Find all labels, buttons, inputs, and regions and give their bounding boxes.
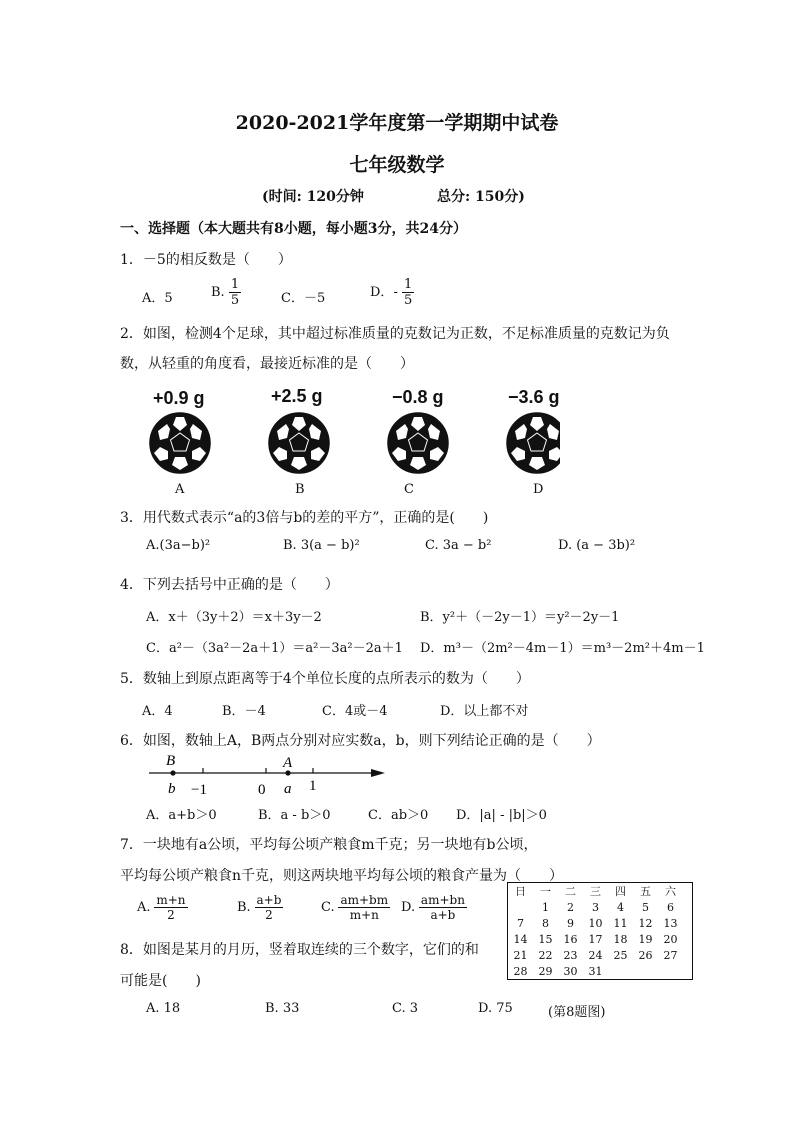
calendar-header-cell: 一 — [540, 885, 551, 898]
calendar-cell: 5 — [642, 900, 649, 914]
calendar-header-cell: 日 — [515, 885, 526, 898]
q5-option-a: A．4 — [142, 704, 173, 719]
calendar-cell: 29 — [538, 964, 553, 978]
ball-a-label: A — [175, 482, 185, 497]
calendar-header-cell: 四 — [615, 885, 626, 898]
page-subtitle: 七年级数学 — [349, 154, 445, 176]
calendar-cell: 15 — [538, 932, 553, 946]
calendar-cell: 30 — [563, 964, 578, 978]
ball-d-label: D — [533, 482, 544, 497]
calendar-cell — [608, 963, 633, 979]
calendar-row — [508, 915, 683, 931]
q6-option-a: A．a+b＞0 — [146, 808, 217, 823]
calendar-cell: 27 — [663, 948, 678, 962]
label-A: A — [283, 755, 293, 771]
q1-option-d: D．- $\frac{1}{5}$ — [370, 277, 413, 308]
q6-option-c: C．ab＞0 — [368, 808, 429, 823]
ball-b-label: B — [295, 482, 305, 497]
exam-time: (时间: 120分钟 — [262, 189, 364, 205]
number-line-figure — [145, 752, 390, 797]
q5-option-c: C．4或－4 — [322, 704, 388, 719]
q3-stem: 3．用代数式表示“a的3倍与b的差的平方”，正确的是( ) — [120, 510, 489, 526]
label-zero: 0 — [258, 782, 266, 797]
calendar-header-row — [508, 883, 683, 899]
q7-option-c: C. $\frac{am+bm}{m+n}$ — [321, 893, 389, 922]
q1-option-b — [211, 278, 241, 307]
q5-option-b: B．－4 — [222, 704, 266, 719]
calendar-cell: 6 — [667, 900, 674, 914]
calendar-header-cell: 二 — [565, 885, 576, 898]
calendar-cell: 22 — [538, 948, 553, 962]
calendar-cell: 24 — [588, 948, 603, 962]
calendar-row — [508, 963, 683, 979]
figure-caption: (第8题图) — [548, 1005, 606, 1020]
calendar-cell: 18 — [613, 932, 628, 946]
ball-c-weight: −0.8 g — [392, 387, 444, 407]
exam-total-score: 总分: 150分) — [437, 189, 525, 205]
calendar-header-cell: 六 — [665, 885, 676, 898]
q4-option-a: A．x＋（3y＋2）＝x＋3y－2 — [146, 610, 322, 625]
calendar-row — [508, 899, 683, 915]
calendar-header-cell: 五 — [640, 885, 651, 898]
q3-option-c: C. 3a − b² — [425, 538, 492, 553]
q7-option-a: A. $\frac{m+n}{2}$ — [137, 893, 186, 922]
soccer-ball-icon — [507, 413, 560, 473]
ball-b-weight: +2.5 g — [271, 386, 323, 406]
calendar-header-cell: 三 — [590, 885, 601, 898]
section-heading: 一、选择题（本大题共有8小题，每小题3分，共24分） — [120, 221, 467, 237]
point-b — [170, 770, 175, 775]
q1-option-a: A．5 — [142, 291, 173, 306]
q8-option-c: C. 3 — [392, 1001, 419, 1016]
q8-option-d: D. 75 — [478, 1001, 513, 1016]
calendar-cell: 11 — [613, 916, 628, 930]
point-a — [285, 770, 290, 775]
calendar-cell: 17 — [588, 932, 603, 946]
label-b: b — [168, 781, 176, 797]
calendar-cell: 20 — [663, 932, 678, 946]
ball-d-weight: −3.6 g — [508, 387, 560, 407]
calendar-cell: 8 — [542, 916, 549, 930]
q8-line2: 可能是( ) — [120, 973, 201, 989]
calendar-cell: 1 — [542, 900, 549, 914]
q6-option-d: D．|a| - |b|＞0 — [456, 808, 547, 823]
q4-stem: 4．下列去括号中正确的是（ ） — [120, 577, 339, 593]
q4-option-d: D．m³－（2m²－4m－1）＝m³－2m²＋4m－1 — [420, 641, 705, 656]
q1-option-b-fraction: $\frac{1}{5}$ — [230, 277, 240, 308]
soccer-balls-figure — [140, 410, 560, 476]
q8-option-a: A. 18 — [146, 1001, 181, 1016]
ball-a-weight: +0.9 g — [153, 388, 205, 408]
q7-option-d: D. $\frac{am+bn}{a+b}$ — [401, 893, 465, 922]
q4-option-c: C．a²－（3a²－2a＋1）＝a²－3a²－2a＋1 — [146, 641, 403, 656]
q7-line1: 7．一块地有a公顷，平均每公顷产粮食m千克；另一块地有b公顷， — [120, 837, 538, 853]
calendar-cell — [508, 899, 533, 915]
q8-line1: 8．如图是某月的月历，竖着取连续的三个数字，它们的和 — [120, 942, 479, 958]
calendar-cell: 23 — [563, 948, 578, 962]
q2-line1: 2．如图，检测4个足球，其中超过标准质量的克数记为正数，不足标准质量的克数记为负 — [120, 326, 670, 342]
page-title: 2020-2021学年度第一学期期中试卷 — [235, 112, 559, 134]
soccer-ball-icon — [150, 413, 210, 473]
calendar-cell: 13 — [663, 916, 678, 930]
calendar-cell: 16 — [563, 932, 578, 946]
calendar-table — [508, 883, 683, 979]
q3-option-d: D. (a − 3b)² — [558, 538, 636, 553]
q1-stem: 1．－5的相反数是（ ） — [120, 252, 292, 268]
calendar — [507, 882, 693, 980]
calendar-cell: 21 — [513, 948, 528, 962]
q8-option-b: B. 33 — [265, 1001, 300, 1016]
label-a: a — [284, 781, 292, 797]
calendar-cell: 10 — [588, 916, 603, 930]
q7-option-b: B. $\frac{a+b}{2}$ — [237, 893, 282, 922]
calendar-cell: 25 — [613, 948, 628, 962]
calendar-cell: 3 — [592, 900, 599, 914]
arrow-right-icon — [371, 769, 385, 777]
calendar-cell: 14 — [513, 932, 528, 946]
calendar-cell: 26 — [638, 948, 653, 962]
calendar-cell: 12 — [638, 916, 653, 930]
calendar-cell: 28 — [513, 964, 528, 978]
calendar-cell: 4 — [617, 900, 624, 914]
q6-option-b: B．a - b＞0 — [258, 808, 331, 823]
label-one: 1 — [309, 778, 317, 794]
q1-option-d-fraction: $\frac{1}{5}$ — [403, 277, 413, 308]
q4-option-b: B．y²＋（－2y－1）＝y²－2y－1 — [420, 610, 620, 625]
q5-option-d: D．以上都不对 — [440, 704, 529, 719]
calendar-cell: 7 — [517, 916, 524, 930]
calendar-cell — [633, 963, 658, 979]
calendar-cell: 9 — [567, 916, 574, 930]
q7-line2: 平均每公顷产粮食n千克，则这两块地平均每公顷的粮食产量为（ ） — [120, 868, 564, 884]
label-minus-one: −1 — [191, 782, 207, 797]
calendar-cell: 31 — [588, 964, 603, 978]
soccer-ball-icon — [269, 413, 329, 473]
q1-option-b-label: B. — [211, 285, 225, 300]
q6-stem: 6．如图，数轴上A，B两点分别对应实数a，b，则下列结论正确的是（ ） — [120, 733, 601, 749]
q2-line2: 数，从轻重的角度看，最接近标准的是（ ） — [120, 356, 414, 372]
soccer-ball-icon — [388, 413, 448, 473]
calendar-row — [508, 947, 683, 963]
label-B: B — [166, 753, 176, 769]
q3-option-a: A.(3a−b)² — [146, 538, 211, 553]
calendar-cell: 19 — [638, 932, 653, 946]
calendar-cell — [658, 963, 683, 979]
q5-stem: 5．数轴上到原点距离等于4个单位长度的点所表示的数为（ ） — [120, 671, 530, 687]
ball-c-label: C — [404, 482, 414, 497]
q3-option-b: B. 3(a − b)² — [283, 538, 360, 553]
calendar-cell: 2 — [567, 900, 574, 914]
calendar-row — [508, 931, 683, 947]
q1-option-c: C．－5 — [281, 291, 326, 306]
